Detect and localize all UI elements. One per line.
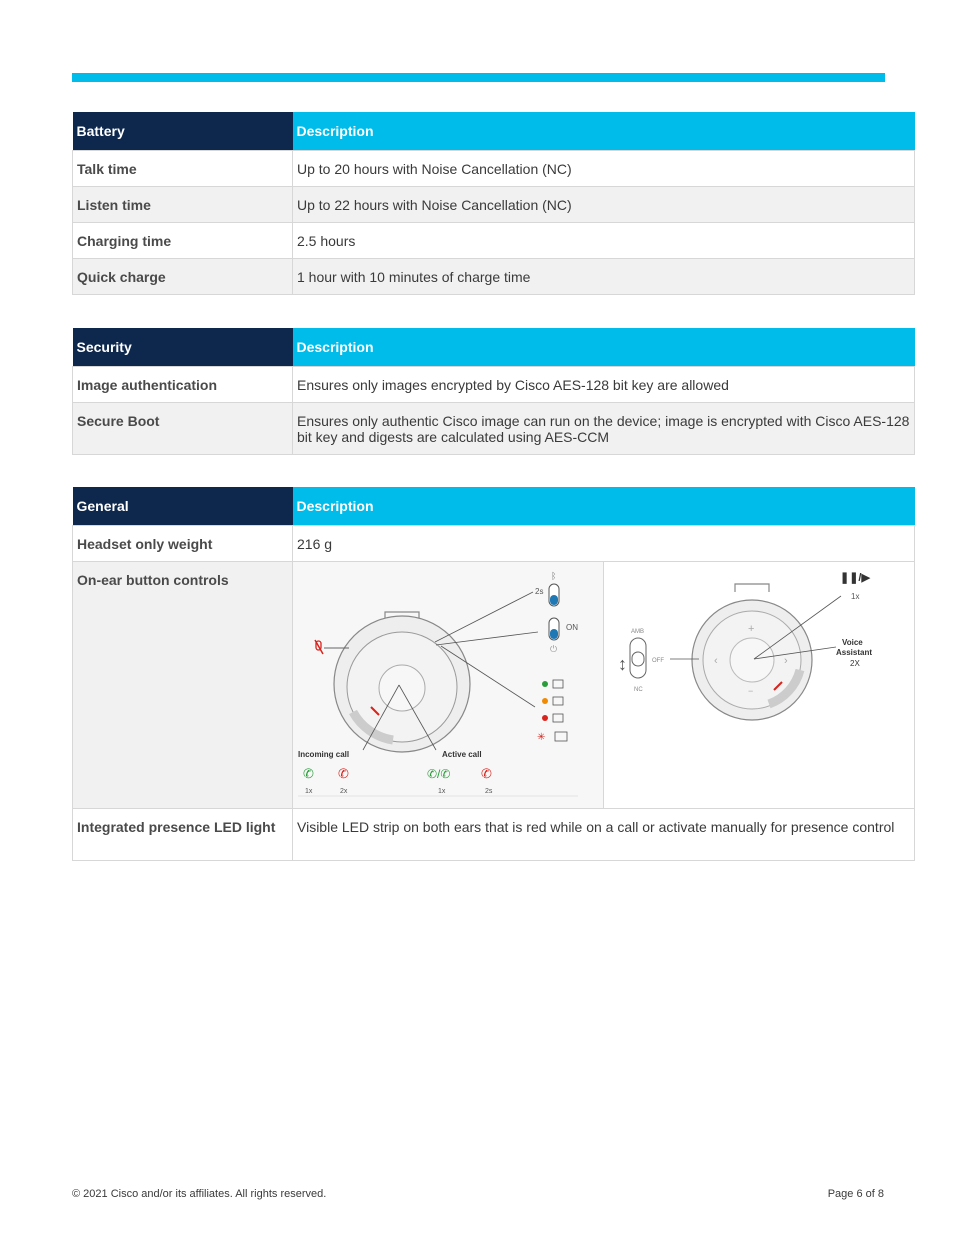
answer-call-icon: ✆ (303, 766, 314, 781)
table-row (73, 809, 915, 861)
security-table (72, 328, 915, 455)
description-header: Description (293, 328, 915, 367)
headset-left-illustration (293, 562, 603, 808)
row-value: 216 g (293, 526, 915, 562)
nc-label: NC (634, 687, 643, 693)
power-icon: ⏻ (550, 644, 558, 654)
security-header: Security (73, 328, 293, 367)
row-value: 2.5 hours (293, 223, 915, 259)
page-number: Page 6 of 8 (827, 1188, 884, 1200)
active-call-label: Active call (442, 750, 482, 759)
up-down-arrow-icon: ↕ (618, 654, 627, 674)
end-call-icon: ✆ (481, 766, 492, 781)
headset-diagram-right (604, 562, 914, 808)
bluetooth-icon: ᛒ (551, 571, 557, 581)
row-value: Up to 20 hours with Noise Cancellation (NC) (293, 151, 915, 187)
table-row (73, 526, 915, 562)
row-label: Talk time (73, 151, 293, 187)
battery-header: Battery (73, 112, 293, 151)
table-row (73, 367, 915, 403)
chevron-left-icon: ‹ (714, 655, 718, 667)
headset-diagram-left (293, 562, 604, 808)
reject-call-icon: ✆ (338, 766, 349, 781)
battery-table (72, 112, 915, 295)
incoming-call-label: Incoming call (298, 750, 350, 759)
led-green-icon (542, 681, 548, 687)
count-label: 1x (438, 788, 446, 795)
time-2s-label: 2s (535, 587, 544, 596)
table-row (73, 259, 915, 295)
button-controls-images (293, 562, 915, 809)
row-value: 1 hour with 10 minutes of charge time (293, 259, 915, 295)
row-label: Image authentication (73, 367, 293, 403)
row-label: Headset only weight (73, 526, 293, 562)
count-label: 1x (305, 788, 313, 795)
copyright: © 2021 Cisco and/or its affiliates. All rights reserved. (72, 1188, 327, 1200)
row-value: Ensures only images encrypted by Cisco AES-128 bit key are allowed (293, 367, 915, 403)
hold-call-icon: ✆/✆ (427, 767, 451, 781)
general-header: General (73, 487, 293, 526)
off-label: OFF (652, 658, 664, 664)
led-orange-icon (542, 698, 548, 704)
row-label: Quick charge (73, 259, 293, 295)
row-value: Visible LED strip on both ears that is red while on a call or activate manually for presence control (293, 809, 915, 861)
led-red-icon (542, 715, 548, 721)
play-count-label: 1x (851, 592, 860, 601)
count-label: 2s (485, 788, 493, 795)
description-header: Description (293, 112, 915, 151)
table-row (73, 403, 915, 455)
chevron-right-icon: › (784, 655, 788, 667)
count-label: 2x (340, 788, 348, 795)
voice-count-label: 2X (850, 659, 860, 668)
amb-label: AMB (631, 629, 645, 635)
row-label: Listen time (73, 187, 293, 223)
table-row (73, 151, 915, 187)
headset-right-illustration (604, 562, 914, 808)
led-blink-icon: ✳ (537, 732, 546, 743)
minus-icon: − (748, 686, 754, 696)
on-label: ON (566, 623, 578, 632)
top-accent-bar (72, 73, 885, 82)
row-value: Ensures only authentic Cisco image can run on the device; image is encrypted with Cisco AES-128 bit key and digests are calculated using AES-CCM (293, 403, 915, 455)
plus-icon: + (748, 623, 755, 635)
general-table (72, 487, 915, 861)
table-row (73, 223, 915, 259)
row-label: On-ear button controls (73, 562, 293, 809)
pause-play-icon: ❚❚/▶ (840, 572, 870, 584)
row-label: Secure Boot (73, 403, 293, 455)
description-header: Description (293, 487, 915, 526)
table-row (73, 562, 915, 809)
table-row (73, 187, 915, 223)
row-label: Integrated presence LED light (73, 809, 293, 861)
voice-assistant-label: Voice Assistant (836, 638, 873, 657)
row-label: Charging time (73, 223, 293, 259)
row-value: Up to 22 hours with Noise Cancellation (NC) (293, 187, 915, 223)
